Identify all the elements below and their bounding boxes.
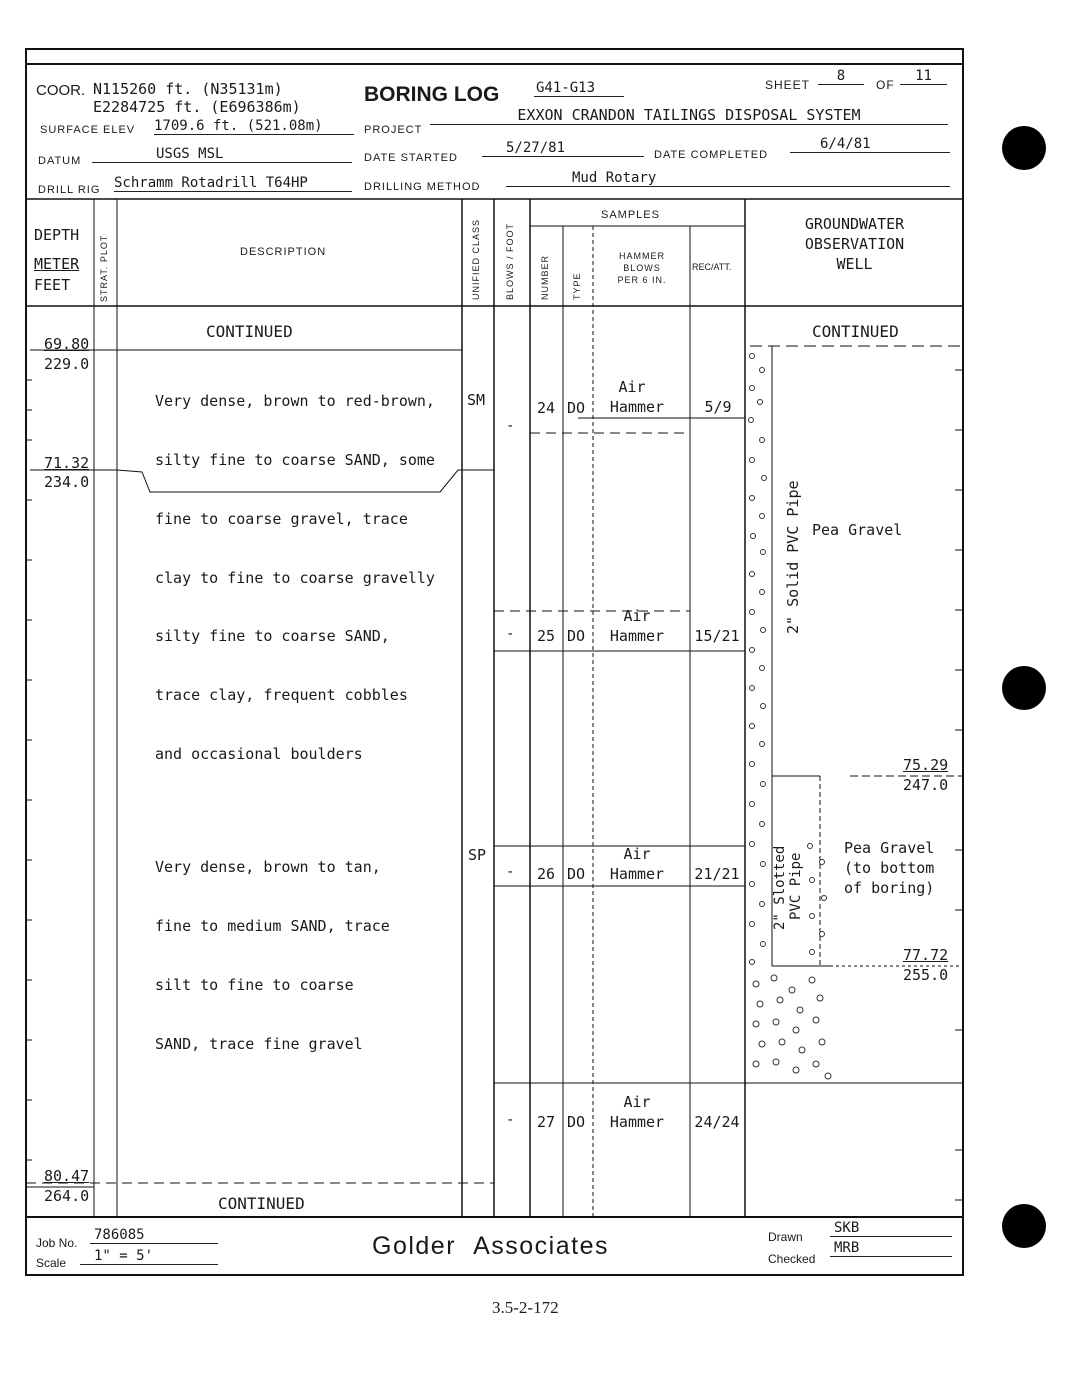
job-no-label: Job No. (36, 1236, 78, 1250)
layer-1-class: SM (467, 391, 486, 409)
well-depth-a-feet: 247.0 (903, 776, 949, 794)
well-depth-b-meter: 77.72 (903, 946, 949, 964)
datum-label: DATUM (38, 155, 82, 167)
well-depth-b-feet: 255.0 (903, 966, 949, 984)
date-completed-label: DATE COMPLETED (654, 149, 769, 161)
of-label: OF (876, 78, 895, 92)
sample-27-hammer-2: Hammer (609, 1113, 665, 1131)
coor-east: E2284725 ft. (E696386m) (93, 98, 301, 116)
pea-gravel-bottom-label (844, 838, 934, 898)
checked-value: MRB (830, 1240, 952, 1257)
layer-2-line-4: SAND, trace fine gravel (155, 1034, 363, 1053)
depth-meter-3: 80.47 (44, 1167, 90, 1185)
col-rec-att: REC/ATT. (692, 262, 732, 272)
layer-1-line-3: fine to coarse gravel, trace (155, 509, 408, 528)
drill-rig: Schramm Rotadrill T64HP (114, 175, 352, 192)
checked-label: Checked (768, 1252, 816, 1266)
layer-1-description (155, 353, 435, 784)
pea-gravel-bottom-line-2: (to bottom (844, 859, 935, 877)
surface-elev: 1709.6 ft. (521.08m) (154, 118, 354, 135)
layer-1-line-2: silty fine to coarse SAND, some (155, 450, 435, 469)
sample-24-hammer-1: Air (618, 378, 646, 396)
project-name: EXXON CRANDON TAILINGS DISPOSAL SYSTEM (430, 106, 948, 125)
col-depth: DEPTH (34, 226, 80, 244)
col-description: DESCRIPTION (240, 246, 327, 258)
layer-1-line-7: and occasional boulders (155, 744, 363, 763)
pea-gravel-bottom-line-3: of boring) (844, 879, 935, 897)
continued-well-top: CONTINUED (812, 322, 899, 341)
layer-2-line-3: silt to fine to coarse (155, 975, 354, 994)
sample-25-blows: - (506, 626, 515, 642)
drawn-value: SKB (830, 1220, 952, 1237)
sample-27-hammer-1: Air (623, 1093, 651, 1111)
layer-1-line-6: trace clay, frequent cobbles (155, 686, 408, 705)
scale-label: Scale (36, 1256, 67, 1270)
sample-27-number: 27 (537, 1113, 556, 1131)
sample-24-hammer-2: Hammer (609, 398, 665, 416)
sample-24-blows: - (506, 418, 515, 434)
col-unified-class: UNIFIED CLASS (471, 218, 481, 300)
depth-meter-1: 69.80 (44, 335, 90, 353)
job-no: 786085 (90, 1227, 218, 1244)
boring-id: G41-G13 (534, 80, 624, 97)
sample-26-hammer-1: Air (623, 845, 651, 863)
sample-26-number: 26 (537, 865, 556, 883)
slotted-pipe-label-2: PVC Pipe (788, 852, 804, 920)
datum-value: USGS MSL (92, 146, 352, 163)
col-groundwater-line1: GROUNDWATER (804, 215, 905, 233)
sample-26-hammer-2: Hammer (609, 865, 665, 883)
col-hammer-blows (594, 250, 690, 286)
col-feet: FEET (34, 276, 71, 294)
layer-1-line-1: Very dense, brown to red-brown, (155, 392, 435, 411)
sheet-label: SHEET (765, 78, 811, 92)
layer-2-line-2: fine to medium SAND, trace (155, 916, 390, 935)
coor-label: COOR. (36, 82, 86, 99)
project-label: PROJECT (364, 124, 423, 136)
depth-feet-2: 234.0 (44, 473, 90, 491)
depth-meter-2: 71.32 (44, 454, 90, 472)
sample-25-hammer-1: Air (623, 607, 651, 625)
depth-feet-3: 264.0 (44, 1187, 90, 1205)
sample-27-blows: - (506, 1112, 515, 1128)
date-completed: 6/4/81 (790, 136, 950, 153)
depth-feet-1: 229.0 (44, 355, 90, 373)
sample-27-type: DO (567, 1113, 586, 1131)
pea-gravel-label: Pea Gravel (812, 521, 903, 539)
col-groundwater (746, 214, 963, 274)
layer-2-line-1: Very dense, brown to tan, (155, 858, 381, 877)
scale-value: 1" = 5' (80, 1248, 218, 1265)
col-hammer-line1: HAMMER (619, 251, 665, 261)
boring-log-title: BORING LOG (364, 83, 500, 106)
solid-pvc-pipe-label: 2" Solid PVC Pipe (784, 480, 802, 634)
layer-2-class: SP (468, 846, 487, 864)
col-blows-per-foot: BLOWS / FOOT (505, 222, 515, 300)
col-groundwater-line3: WELL (836, 255, 873, 273)
col-samples: SAMPLES (601, 209, 660, 221)
col-meter: METER (34, 255, 80, 273)
sample-24-rec: 5/9 (704, 398, 732, 416)
layer-2-description (155, 819, 390, 1074)
company-name: Golder Associates (372, 1232, 609, 1260)
layer-1-line-4: clay to fine to coarse gravelly (155, 568, 435, 587)
sample-27-rec: 24/24 (694, 1113, 740, 1131)
sample-25-type: DO (567, 627, 586, 645)
sample-25-rec: 15/21 (694, 627, 740, 645)
date-started: 5/27/81 (482, 140, 644, 157)
layer-1-line-5: silty fine to coarse SAND, (155, 627, 390, 646)
page-number: 3.5-2-172 (492, 1298, 559, 1317)
col-hammer-line3: PER 6 IN. (617, 275, 667, 285)
sample-25-hammer-2: Hammer (609, 627, 665, 645)
sheet-total: 11 (900, 68, 947, 85)
sample-24-type: DO (567, 399, 586, 417)
col-groundwater-line2: OBSERVATION (804, 235, 905, 253)
col-hammer-line2: BLOWS (623, 263, 661, 273)
col-number: NUMBER (540, 254, 550, 300)
date-started-label: DATE STARTED (364, 152, 458, 164)
drawn-label: Drawn (768, 1230, 803, 1244)
drilling-method: Mud Rotary (506, 170, 950, 187)
sample-26-blows: - (506, 864, 515, 880)
surface-elev-label: SURFACE ELEV (40, 124, 136, 136)
drill-rig-label: DRILL RIG (38, 184, 101, 196)
sample-24-number: 24 (537, 399, 556, 417)
col-strat-plot: STRAT. PLOT (99, 234, 109, 302)
sample-26-type: DO (567, 865, 586, 883)
col-type: TYPE (572, 272, 582, 300)
well-depth-a-meter: 75.29 (903, 756, 949, 774)
continued-bottom: CONTINUED (218, 1194, 305, 1213)
sample-25-number: 25 (537, 627, 556, 645)
drilling-method-label: DRILLING METHOD (364, 181, 481, 193)
sheet-number: 8 (818, 68, 864, 85)
continued-top: CONTINUED (206, 322, 293, 341)
pea-gravel-bottom-line-1: Pea Gravel (844, 839, 935, 857)
sample-26-rec: 21/21 (694, 865, 740, 883)
coor-north: N115260 ft. (N35131m) (93, 80, 283, 98)
slotted-pipe-label-1: 2" Slotted (772, 845, 788, 930)
